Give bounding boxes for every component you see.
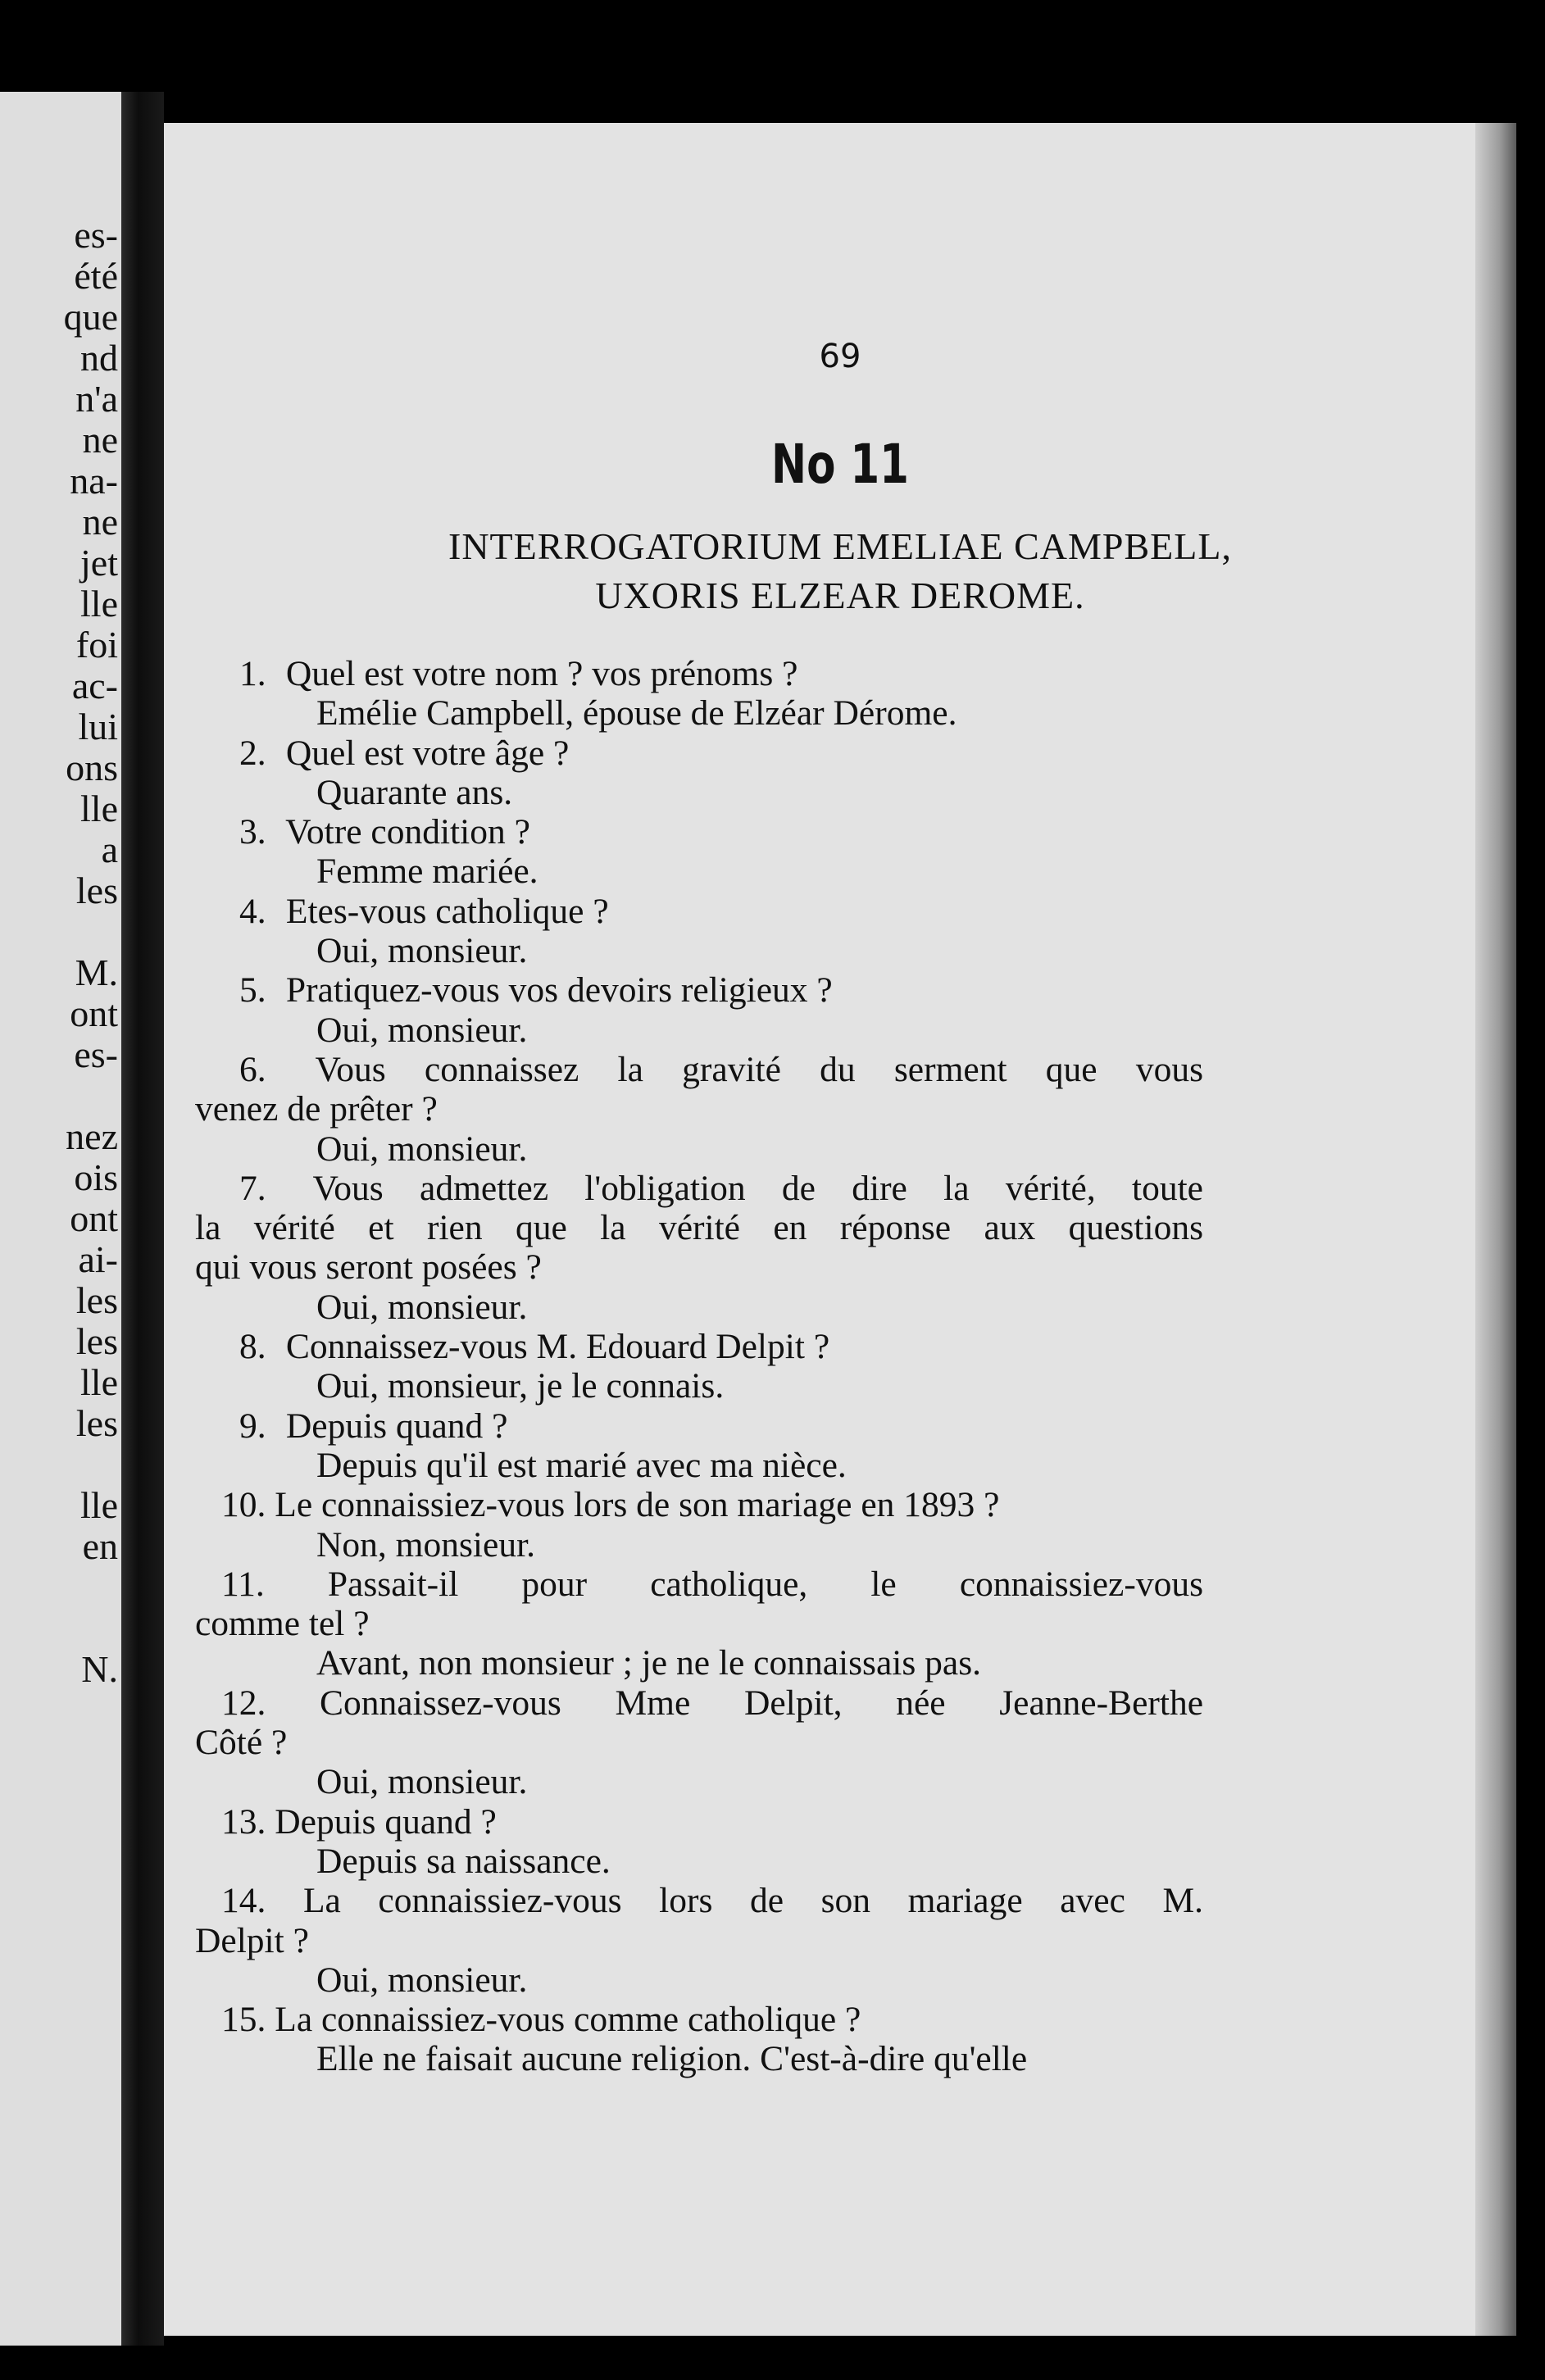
question-line	[195, 1565, 1203, 1604]
answer-text: Non, monsieur.	[316, 1524, 536, 1565]
previous-page-fragment: ont	[70, 1197, 118, 1239]
question-continuation: Côté ?	[195, 1723, 288, 1763]
question-text: Depuis quand ?	[285, 1406, 508, 1446]
question-number: 10.	[221, 1485, 266, 1525]
question-text: La connaissiez-vous lors de son mariage avec M.	[302, 1881, 1204, 1921]
question-number: 8.	[239, 1327, 266, 1367]
previous-page-fragment: les	[75, 870, 118, 911]
question-text: Passait-il pour catholique, le connaissiez-vous	[327, 1564, 1203, 1604]
previous-page-fragment: les	[75, 1279, 118, 1321]
question-line	[195, 654, 1203, 693]
previous-page-fragment: jet	[80, 542, 118, 584]
previous-page-fragment	[0, 1075, 118, 1116]
previous-page-fragment: lle	[80, 1361, 118, 1403]
question-text: Le connaissiez-vous lors de son mariage en 1893 ?	[275, 1485, 1000, 1525]
question-number: 12.	[221, 1683, 266, 1723]
question-number: 7.	[239, 1168, 266, 1208]
question-line	[195, 1485, 1203, 1524]
question-continuation: comme tel ?	[195, 1604, 370, 1644]
question-continuation: qui vous seront posées ?	[195, 1247, 542, 1288]
question-number: 3.	[239, 812, 266, 852]
answer-text: Oui, monsieur.	[316, 1960, 528, 2000]
question-line	[195, 1406, 1203, 1446]
question-text: Votre condition ?	[285, 812, 530, 852]
book-gutter	[121, 92, 164, 2346]
question-line	[195, 1683, 1203, 1723]
answer-text: Oui, monsieur.	[316, 1287, 528, 1327]
question-text: Vous connaissez la gravité du serment que vous	[315, 1049, 1203, 1089]
previous-page-fragment: ne	[82, 501, 118, 543]
previous-page-fragment: nez	[66, 1115, 118, 1157]
previous-page-fragment: ois	[74, 1156, 118, 1198]
question-text: Connaissez-vous M. Edouard Delpit ?	[285, 1327, 830, 1367]
previous-page-fragment	[0, 1444, 118, 1485]
page	[164, 123, 1516, 2336]
previous-page-fragment: foi	[75, 624, 118, 665]
question-number: 2.	[239, 733, 266, 773]
question-number: 4.	[239, 891, 266, 931]
answer-text: Avant, non monsieur ; je ne le connaissais pas.	[316, 1643, 982, 1683]
question-number: 5.	[239, 970, 266, 1011]
answer-text: Oui, monsieur.	[316, 1762, 528, 1802]
question-line	[195, 1050, 1203, 1089]
question-text: Vous admettez l'obligation de dire la vérité, toute	[312, 1168, 1203, 1208]
previous-page-fragment: lui	[78, 706, 118, 747]
question-line	[195, 734, 1203, 773]
previous-page-fragment: lle	[80, 1484, 118, 1526]
previous-page	[0, 92, 121, 2346]
question-number: 1.	[239, 654, 266, 693]
previous-page-fragment: es-	[74, 1033, 118, 1075]
previous-page-fragment: ons	[66, 747, 118, 788]
previous-page-text-fragments	[0, 215, 121, 1690]
answer-text: Depuis sa naissance.	[316, 1841, 611, 1881]
answer-text: Emélie Campbell, épouse de Elzéar Dérome.	[316, 693, 957, 734]
question-continuation: Delpit ?	[195, 1920, 309, 1960]
question-number: 14.	[221, 1881, 266, 1921]
answer-text: Femme mariée.	[316, 852, 538, 892]
question-number: 6.	[239, 1049, 266, 1089]
question-number: 9.	[239, 1406, 266, 1446]
question-number: 13.	[221, 1801, 266, 1842]
previous-page-fragment: nd	[80, 337, 118, 379]
page-edge	[1475, 123, 1516, 2336]
answer-text: Depuis qu'il est marié avec ma nièce.	[316, 1445, 847, 1485]
answer-text: Oui, monsieur.	[316, 1010, 528, 1050]
previous-page-fragment: na-	[70, 460, 118, 502]
question-line	[195, 2000, 1203, 2039]
previous-page-fragment: a	[101, 829, 118, 870]
question-number: 11.	[221, 1564, 265, 1604]
question-line	[195, 1802, 1203, 1842]
question-line	[195, 970, 1203, 1010]
previous-page-fragment	[0, 911, 118, 952]
heading-line-1: INTERROGATORIUM EMELIAE CAMPBELL,	[448, 525, 1232, 567]
previous-page-fragment: es-	[74, 214, 118, 256]
answer-text: Oui, monsieur.	[316, 1129, 528, 1169]
question-line	[195, 892, 1203, 931]
previous-page-fragment: les	[75, 1402, 118, 1444]
question-continuation: venez de prêter ?	[195, 1089, 438, 1129]
answer-text: Elle ne faisait aucune religion. C'est-à-dire qu'elle	[316, 2039, 1028, 2079]
previous-page-fragment: M.	[75, 952, 118, 993]
question-text: Quel est votre nom ? vos prénoms ?	[285, 654, 798, 693]
question-number: 15.	[221, 2000, 266, 2040]
question-text: Connaissez-vous Mme Delpit, née Jeanne-Berthe	[320, 1683, 1204, 1723]
question-text: Pratiquez-vous vos devoirs religieux ?	[285, 970, 833, 1011]
heading-line-2: UXORIS ELZEAR DEROME.	[595, 575, 1085, 616]
previous-page-fragment	[0, 1567, 118, 1608]
page-number: 69	[819, 338, 861, 375]
question-continuation: la vérité et rien que la vérité en réponse aux questions	[195, 1208, 1203, 1248]
question-text: La connaissiez-vous comme catholique ?	[275, 2000, 861, 2040]
answer-text: Oui, monsieur, je le connais.	[316, 1366, 725, 1406]
previous-page-fragment: ont	[70, 992, 118, 1034]
question-text: Depuis quand ?	[275, 1801, 497, 1842]
question-text: Etes-vous catholique ?	[285, 891, 609, 931]
question-line	[195, 1327, 1203, 1366]
previous-page-fragment: en	[82, 1525, 118, 1567]
previous-page-fragment: n'a	[75, 378, 118, 420]
answer-text: Quarante ans.	[316, 772, 513, 812]
question-line	[195, 1881, 1203, 1920]
previous-page-fragment: ai-	[78, 1238, 118, 1280]
previous-page-fragment: N.	[81, 1648, 118, 1690]
answer-text: Oui, monsieur.	[316, 931, 528, 971]
previous-page-fragment: été	[74, 255, 118, 297]
interrogation-body	[195, 654, 1203, 2079]
question-text: Quel est votre âge ?	[285, 733, 570, 773]
previous-page-fragment: les	[75, 1320, 118, 1362]
previous-page-fragment: ac-	[71, 665, 118, 706]
previous-page-fragment: lle	[80, 788, 118, 829]
question-line	[195, 1169, 1203, 1208]
previous-page-fragment: lle	[80, 583, 118, 625]
question-line	[195, 812, 1203, 852]
previous-page-fragment: que	[63, 296, 118, 338]
document-number: No 11	[770, 433, 910, 496]
previous-page-fragment	[0, 1608, 118, 1649]
previous-page-fragment: ne	[82, 419, 118, 461]
